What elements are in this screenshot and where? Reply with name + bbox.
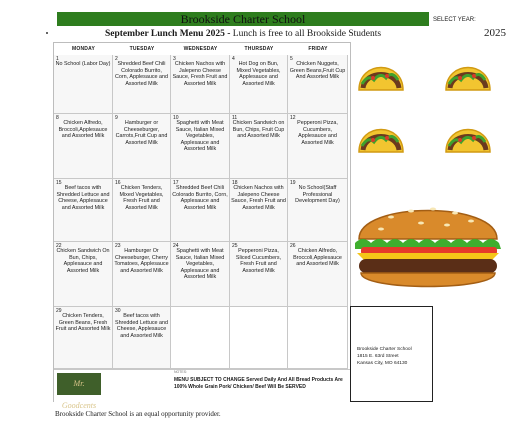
menu-title: September Lunch Menu 2025 -: [104, 29, 231, 39]
day-number: 8: [56, 115, 59, 121]
calendar-day-cell: [171, 55, 230, 114]
restaurant-logo: Mr. Goodcents: [57, 373, 101, 395]
calendar-day-cell: [54, 179, 113, 242]
day-menu: Spaghetti with Meat Sauce, Italian Mixed Vegetables, Applesauce and Assorted Milk: [175, 248, 225, 281]
year-selector[interactable]: 2025: [484, 27, 506, 39]
day-menu: Chicken Nuggets, Green Beans,Fruit Cup And Assorted Milk: [289, 61, 346, 81]
calendar-day-cell: [171, 179, 230, 242]
calendar-day-cell: [171, 307, 230, 369]
day-number: 23: [115, 243, 121, 249]
day-number: 29: [56, 308, 62, 314]
day-menu: Shredded Beef Chili Colorado Burrito, Corn, Applesauce and Assorted Milk: [114, 61, 169, 87]
day-number: 25: [232, 243, 238, 249]
menu-note: Lunch is free to all Brookside Students: [232, 29, 382, 39]
day-menu: Chicken Nachos with Jalepeno Cheese Sauce, Fresh Fruit and Assorted Milk: [231, 185, 286, 211]
day-number: 18: [232, 180, 238, 186]
day-number: 3: [173, 56, 176, 62]
day-menu: Pepperoni Pizza, Cucumbers, Applesauce and Assorted Milk: [297, 120, 338, 146]
day-number: 4: [232, 56, 235, 62]
calendar-day-cell: [288, 307, 348, 369]
taco-icon: [353, 112, 409, 164]
day-number: 10: [173, 115, 179, 121]
day-menu: Chicken Tenders, Mixed Vegetables, Fresh Fruit and Assorted Milk: [119, 185, 164, 211]
day-number: 11: [232, 115, 238, 121]
address-line-1: Brookside Charter School: [357, 347, 412, 352]
day-number: 1: [56, 56, 59, 62]
day-menu: Spaghetti with Meat Sauce, Italian Mixed Vegetables, Applesauce and Assorted Milk: [175, 120, 225, 153]
lunch-calendar: [53, 42, 351, 402]
menu-subtitle: [57, 28, 429, 40]
day-number: 12: [290, 115, 296, 121]
day-number: 30: [115, 308, 121, 314]
day-number: 17: [173, 180, 179, 186]
calendar-day-cell: [54, 307, 113, 369]
day-menu: Chicken Sandwich On Bun, Chips, Applesauce and Assorted Milk: [56, 248, 110, 274]
notes-label: NOTES:: [174, 370, 188, 374]
day-number: 19: [290, 180, 296, 186]
calendar-day-cell: [230, 179, 288, 242]
day-menu: Pepperoni Pizza, Sliced Cucumbers, Fresh Fruit and Assorted Milk: [235, 248, 282, 274]
calendar-day-cell: [288, 242, 348, 307]
day-menu: Chicken Nachos with Jalepeno Cheese Sauce, Fresh Fruit and Assorted Milk: [172, 61, 228, 87]
day-menu: Hot Dog on Bun, Mixed Vegetables, Applesauce and Assorted Milk: [236, 61, 281, 87]
calendar-day-cell: [230, 114, 288, 179]
taco-icon: [440, 112, 496, 164]
calendar-day-cell: [288, 55, 348, 114]
day-menu: Beef tacos with Shredded Lettuce and Cheese, Applesauce and Assorted Milk: [56, 185, 110, 211]
calendar-day-cell: [230, 242, 288, 307]
day-header: MONDAY: [72, 46, 95, 52]
day-menu: Hamburger Or Cheeseburger, Cherry Tomatoes, Applesauce and Assorted Milk: [114, 248, 169, 274]
calendar-day-cell: [54, 55, 113, 114]
day-menu: Chicken Tenders, Green Beans, Fresh Fruit and Assorted Milk: [55, 313, 111, 333]
day-header: TUESDAY: [129, 46, 155, 52]
day-header: WEDNESDAY: [183, 46, 218, 52]
calendar-day-cell: [54, 114, 113, 179]
day-number: 2: [115, 56, 118, 62]
day-number: 15: [56, 180, 62, 186]
day-menu: Shredded Beef Chili Colorado Burrito, Corn, Applesauce and Assorted Milk: [172, 185, 228, 211]
day-menu: Chicken Alfredo, Broccoli,Applesauce and Assorted Milk: [58, 120, 108, 140]
calendar-day-cell: [113, 179, 171, 242]
calendar-day-cell: [54, 242, 113, 307]
day-header: THURSDAY: [244, 46, 274, 52]
day-number: 26: [290, 243, 296, 249]
calendar-day-cell: [288, 114, 348, 179]
calendar-day-cell: [171, 242, 230, 307]
address-line-2: 1815 E. 63rd Street: [357, 354, 399, 359]
taco-icon: [440, 50, 496, 102]
day-menu: No School (Labor Day): [55, 61, 111, 67]
notes-text: MENU SUBJECT TO CHANGE Served Daily And All Bread Products Are 100% Whole Grain Pork/ Chicken/ Beef Will Be SERVED: [174, 377, 343, 390]
calendar-day-cell: [230, 55, 288, 114]
day-menu: Beef tacos with Shredded Lettuce and Cheese, Applesauce and Assorted Milk: [114, 313, 169, 339]
day-menu: Hamburger or Cheeseburger, Carrots,Fruit Cup and Assorted Milk: [115, 120, 168, 146]
bullet-mark: [46, 32, 48, 34]
school-title-banner: Brookside Charter School: [57, 12, 429, 26]
day-number: 5: [290, 56, 293, 62]
day-number: 22: [56, 243, 62, 249]
address-box: [350, 306, 433, 402]
calendar-day-cell: [113, 307, 171, 369]
calendar-day-cell: [113, 55, 171, 114]
calendar-day-cell: [171, 114, 230, 179]
day-menu: No School(Staff Professional Development Day): [295, 185, 340, 205]
day-number: 24: [173, 243, 179, 249]
footer-statement: Brookside Charter School is an equal opportunity provider.: [55, 410, 221, 418]
day-header: FRIDAY: [308, 46, 328, 52]
address-line-3: Kansas City, MO 64130: [357, 361, 408, 366]
calendar-day-cell: [113, 242, 171, 307]
select-year-label: SELECT YEAR:: [433, 17, 476, 23]
day-menu: Chicken Sandwich on Bun, Chips, Fruit Cup and Assorted Milk: [232, 120, 285, 140]
hamburger-icon: [351, 195, 505, 301]
day-number: 16: [115, 180, 121, 186]
taco-icon: [353, 50, 409, 102]
calendar-day-cell: [230, 307, 288, 369]
calendar-day-cell: [113, 114, 171, 179]
calendar-day-cell: [288, 179, 348, 242]
day-menu: Chicken Alfredo, Broccoli,Applesauce and Assorted Milk: [293, 248, 342, 268]
day-number: 9: [115, 115, 118, 121]
